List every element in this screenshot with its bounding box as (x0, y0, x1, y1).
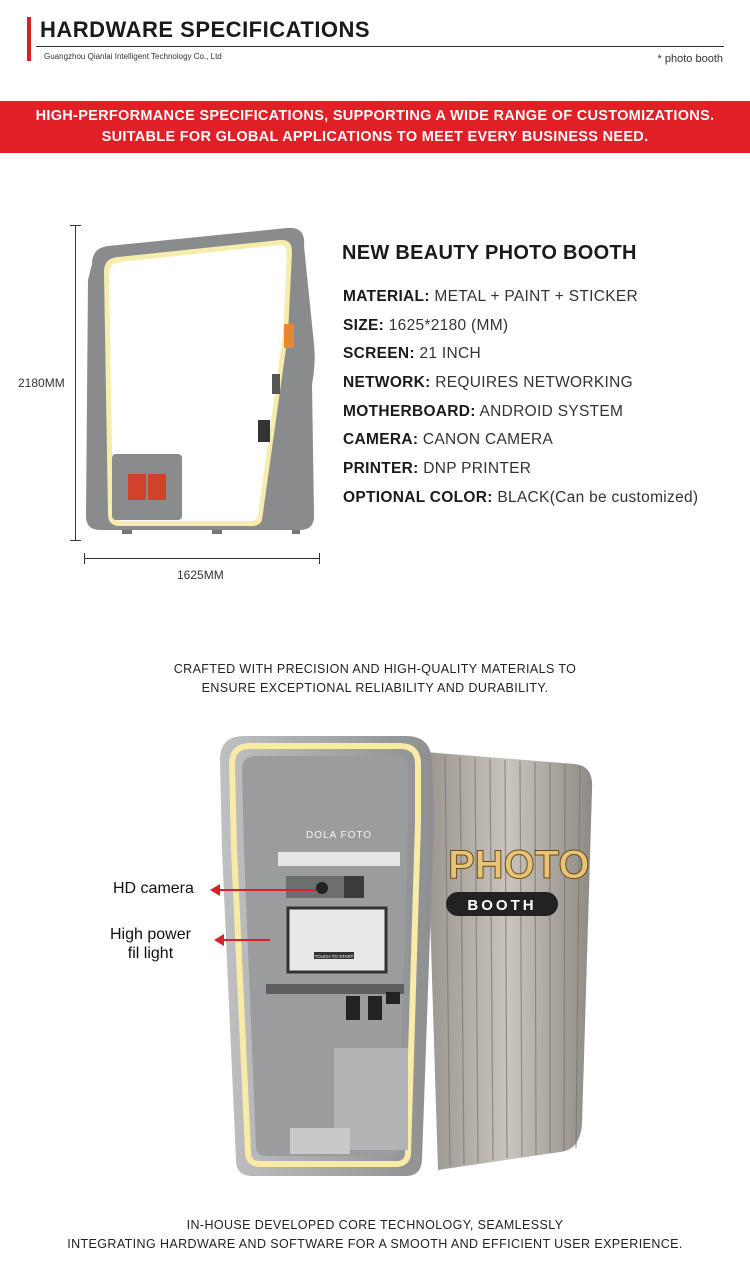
camera-callout-arrow-icon (210, 884, 220, 896)
promo-banner (0, 101, 750, 153)
spec-value: REQUIRES NETWORKING (435, 374, 633, 392)
camera-lens-icon (316, 882, 328, 894)
header-divider (36, 46, 724, 47)
spec-key: MATERIAL: (343, 288, 430, 305)
header-accent-bar (27, 17, 31, 61)
spec-value: METAL + PAINT + STICKER (434, 288, 638, 305)
booth-side-drawing (82, 224, 322, 544)
height-dimension-line (75, 225, 76, 541)
screen-start-label: TOUCH TO START (314, 954, 354, 959)
spec-key: NETWORK: (343, 374, 431, 392)
spec-value: CANON CAMERA (422, 431, 554, 449)
spec-row-network (343, 374, 743, 403)
quality-caption (0, 660, 750, 698)
height-dimension-label: 2180MM (18, 376, 65, 390)
spec-row-printer (343, 460, 743, 489)
banner-line-2: SUITABLE FOR GLOBAL APPLICATIONS TO MEET EVERY BUSINESS NEED. (101, 129, 649, 145)
banner-line-1: HIGH-PERFORMANCE SPECIFICATIONS, SUPPORTING A WIDE RANGE OF CUSTOMIZATIONS. (35, 108, 715, 124)
photo-sign-text: PHOTO (448, 843, 590, 887)
quality-caption-line-2: ENSURE EXCEPTIONAL RELIABILITY AND DURABILITY. (201, 681, 549, 695)
spec-row-color (343, 489, 743, 518)
technology-caption-line-1: IN-HOUSE DEVELOPED CORE TECHNOLOGY, SEAMLESSLY (186, 1218, 564, 1232)
product-tag: * photo booth (657, 53, 723, 65)
spec-list (343, 288, 743, 518)
fill-light-bar (278, 852, 400, 866)
product-name: NEW BEAUTY PHOTO BOOTH (342, 242, 637, 264)
spec-row-motherboard (343, 403, 743, 432)
company-name: Guangzhou Qianlai Intelligent Technology Co., Ltd (44, 52, 222, 61)
spec-key: CAMERA: (343, 431, 419, 449)
light-callout-line-2: fil light (127, 945, 174, 962)
spec-row-camera (343, 431, 743, 460)
height-dimension-cap-top (70, 225, 81, 226)
booth-sign-text: BOOTH (467, 897, 537, 914)
width-dimension-label: 1625MM (177, 568, 224, 582)
booth-brand: DOLA FOTO (306, 830, 373, 841)
light-callout-line-1: High power (110, 926, 191, 943)
quality-caption-line-1: CRAFTED WITH PRECISION AND HIGH-QUALITY MATERIALS TO (173, 662, 577, 676)
booth-product-image (210, 730, 600, 1180)
spec-key: PRINTER: (343, 460, 419, 478)
spec-key: OPTIONAL COLOR: (343, 488, 493, 506)
spec-value: ANDROID SYSTEM (479, 402, 624, 420)
spec-row-material (343, 288, 743, 317)
camera-callout: HD camera (113, 880, 194, 897)
light-callout (110, 925, 191, 963)
touch-screen (288, 908, 386, 972)
technology-caption (0, 1216, 750, 1254)
spec-value: 21 INCH (419, 345, 482, 363)
light-callout-arrow-icon (214, 934, 224, 946)
width-dimension-cap-right (319, 553, 320, 564)
width-dimension-line (84, 558, 320, 559)
technology-caption-line-2: INTEGRATING HARDWARE AND SOFTWARE FOR A SMOOTH AND EFFICIENT USER EXPERIENCE. (67, 1237, 683, 1251)
page-title: HARDWARE SPECIFICATIONS (40, 17, 371, 42)
spec-value: 1625*2180 (MM) (388, 316, 509, 334)
spec-key: SCREEN: (343, 345, 415, 363)
wood-panel (425, 752, 592, 1170)
height-dimension-cap-bottom (70, 540, 81, 541)
spec-row-size (343, 317, 743, 346)
spec-row-screen (343, 345, 743, 374)
spec-key: MOTHERBOARD: (343, 402, 476, 420)
width-dimension-cap-left (84, 553, 85, 564)
spec-value: BLACK(Can be customized) (497, 488, 699, 506)
spec-value: DNP PRINTER (423, 460, 532, 478)
spec-key: SIZE: (343, 316, 385, 334)
